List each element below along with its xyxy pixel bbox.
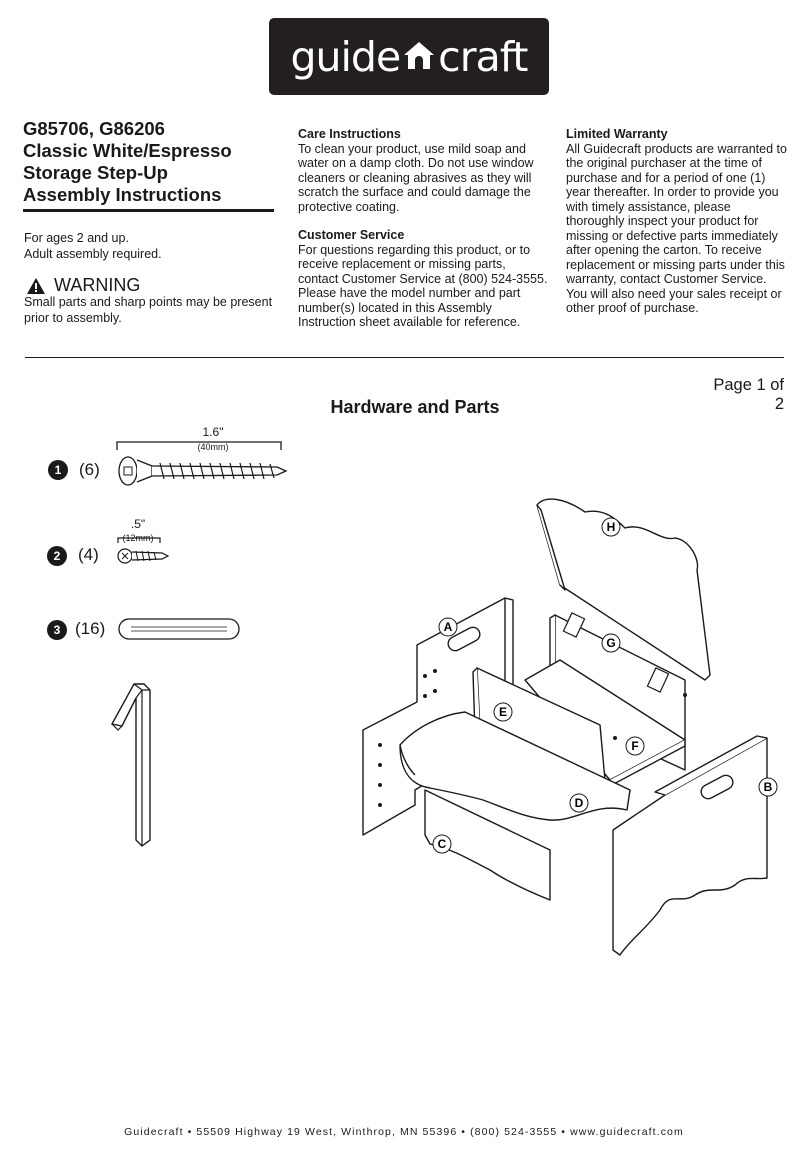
svg-text:G: G xyxy=(606,636,616,650)
warranty-line: with timely assistance, please xyxy=(566,199,731,214)
house-icon xyxy=(402,33,436,81)
ages-line: For ages 2 and up. xyxy=(24,231,129,245)
warranty-line: purchase and for a period of one (1) xyxy=(566,170,766,185)
hardware-quantity: (16) xyxy=(75,619,106,638)
product-title xyxy=(23,118,232,206)
hardware-quantity: (4) xyxy=(78,545,99,564)
part-label-f xyxy=(626,737,644,755)
service-line: Please have the model number and part xyxy=(298,286,521,300)
svg-text:C: C xyxy=(437,837,447,851)
warranty-line: replacement or missing parts under this xyxy=(566,257,785,272)
warranty-line: the original purchaser at the time of xyxy=(566,156,762,170)
exploded-parts-diagram xyxy=(355,490,795,960)
service-line: contact Customer Service at (800) 524-3555. xyxy=(298,271,548,286)
warranty-line: All Guidecraft products are warranted to xyxy=(566,141,787,156)
warning-icon xyxy=(27,278,45,294)
dowel-icon xyxy=(117,616,243,644)
logo-text-craft: craft xyxy=(438,32,528,81)
customer-service xyxy=(298,228,548,330)
care-heading: Care Instructions xyxy=(298,127,401,141)
limited-warranty xyxy=(566,127,791,316)
warranty-line: missing or defective parts immediately xyxy=(566,228,778,243)
assembly-line: Adult assembly required. xyxy=(24,247,162,261)
age-info xyxy=(24,230,162,262)
hardware-number-badge: 1 xyxy=(48,460,68,480)
footer-contact: Guidecraft • 55509 Highway 19 West, Winthrop, MN 55396 • (800) 524-3555 • www.guidecraft.com xyxy=(124,1126,684,1138)
dimension-label: 1.6" xyxy=(202,425,224,439)
svg-text:E: E xyxy=(498,705,508,719)
part-label-e xyxy=(494,703,512,721)
care-line: To clean your product, use mild soap and xyxy=(298,141,526,156)
care-line: water on a damp cloth. Do not use window xyxy=(298,156,534,170)
section-divider xyxy=(25,357,784,358)
dimension-metric: (12mm) xyxy=(122,533,154,543)
svg-text:F: F xyxy=(631,739,639,753)
hardware-number-badge: 2 xyxy=(47,546,67,566)
service-line: For questions regarding this product, or to xyxy=(298,242,531,257)
svg-text:D: D xyxy=(574,796,584,810)
dimension-label: .5" xyxy=(130,517,146,531)
care-line: scratch the surface and could damage the xyxy=(298,185,531,199)
title-line: Storage Step-Up xyxy=(23,162,168,183)
svg-text:B: B xyxy=(763,780,773,794)
service-heading: Customer Service xyxy=(298,228,405,242)
title-divider xyxy=(23,209,274,212)
part-label-h xyxy=(602,518,620,536)
warranty-line: You will also need your sales receipt or xyxy=(566,286,782,301)
part-label-b xyxy=(759,778,777,796)
guidecraft-logo xyxy=(269,18,549,95)
warranty-line: thoroughly inspect your product for xyxy=(566,214,759,228)
hardware-quantity: (6) xyxy=(79,460,100,479)
part-label-c xyxy=(433,835,451,853)
warning-label: WARNING xyxy=(54,275,141,295)
long-screw-icon xyxy=(112,436,288,496)
warranty-line: warranty, contact Customer Service. xyxy=(566,272,767,286)
logo-text-guide: guide xyxy=(290,32,401,81)
warranty-line: other proof of purchase. xyxy=(566,301,699,315)
dimension-metric: (40mm) xyxy=(197,442,229,452)
service-line: Instruction sheet available for reference. xyxy=(298,315,521,329)
hardware-number-badge: 3 xyxy=(47,620,67,640)
warranty-line: after opening the carton. To receive xyxy=(566,243,762,257)
warning-text: Small parts and sharp points may be present prior to assembly. xyxy=(24,295,273,325)
title-line: G85706, G86206 xyxy=(23,118,165,139)
hardware-title: Hardware and Parts xyxy=(330,397,500,417)
short-screw-icon xyxy=(112,528,170,570)
part-label-a xyxy=(439,618,457,636)
title-line: Classic White/Espresso xyxy=(23,140,232,161)
svg-text:H: H xyxy=(606,520,616,534)
warranty-line: year thereafter. In order to provide you xyxy=(566,185,779,199)
warning-heading xyxy=(27,275,140,296)
care-instructions xyxy=(298,127,548,214)
allen-key-icon xyxy=(108,676,168,848)
title-line: Assembly Instructions xyxy=(23,184,222,205)
service-line: number(s) located in this Assembly xyxy=(298,300,492,315)
part-label-d xyxy=(570,794,588,812)
page-number: Page 1 of 2 xyxy=(713,376,784,413)
part-label-g xyxy=(602,634,620,652)
svg-text:A: A xyxy=(443,620,453,634)
care-line: cleaners or cleaning abrasives as they will xyxy=(298,170,532,185)
care-line: protective coating. xyxy=(298,199,400,214)
service-line: receive replacement or missing parts, xyxy=(298,257,506,271)
warranty-heading: Limited Warranty xyxy=(566,127,668,141)
